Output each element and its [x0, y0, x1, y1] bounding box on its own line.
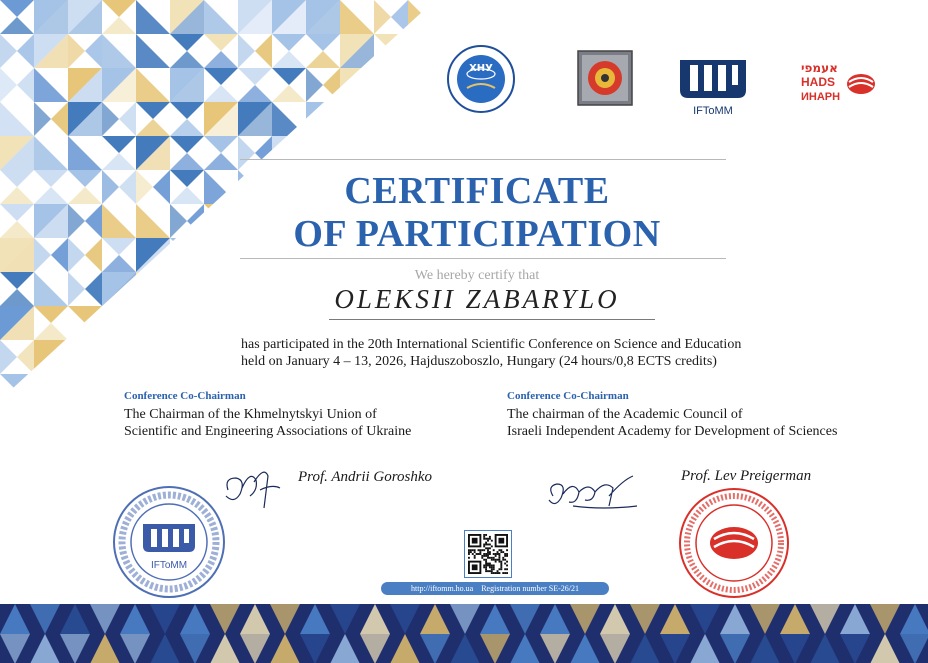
- registration-number: Registration number SE-26/21: [481, 584, 579, 593]
- certificate-title-line2: OF PARTICIPATION: [293, 213, 661, 255]
- hads-cyrillic-text: ИНАРН: [801, 91, 841, 103]
- certify-text: We hereby certify that: [414, 268, 540, 283]
- title-bottom-rule: [240, 258, 726, 259]
- left-signature: [220, 460, 290, 520]
- academy-emblem-logo-icon: [577, 50, 633, 106]
- hads-logo-icon: [799, 60, 879, 104]
- university-logo-text: ХНУ: [469, 63, 493, 74]
- name-underline: [329, 319, 655, 320]
- hads-hebrew-text: אעמפי: [801, 61, 838, 75]
- left-chair-heading: Conference Co-Chairman: [124, 390, 246, 402]
- website-url: http://iftomm.ho.ua: [411, 584, 474, 593]
- hads-logo: [799, 60, 879, 104]
- decorative-bottom-band: [0, 604, 928, 663]
- right-chair-heading: Conference Co-Chairman: [507, 390, 629, 402]
- certificate-title-line1: CERTIFICATE: [344, 170, 610, 212]
- left-signatory-name: Prof. Andrii Goroshko: [298, 469, 433, 485]
- right-chair-line2: Israeli Independent Academy for Development of Sciences: [507, 424, 838, 439]
- registration-bar: [381, 582, 609, 595]
- khnu-university-logo-icon: [443, 44, 519, 114]
- iftomm-ukraine-stamp-icon: [114, 487, 224, 597]
- right-stamp: [676, 487, 792, 599]
- hads-latin-text: HADS: [801, 75, 836, 89]
- left-stamp-text: IFToMM: [150, 560, 188, 571]
- academy-development-stamp-icon: [680, 489, 788, 597]
- right-signature: [543, 466, 643, 526]
- left-chair-line1: The Chairman of the Khmelnytskyi Union of: [124, 407, 377, 422]
- left-stamp: [111, 484, 227, 600]
- participation-text-line1: has participated in the 20th International Scientific Conference on Science and Education: [241, 337, 742, 352]
- participation-text-line2: held on January 4 – 13, 2026, Hajduszoboszlo, Hungary (24 hours/0,8 ECTS credits): [241, 354, 717, 369]
- academy-emblem: [577, 50, 633, 106]
- right-signatory-name: Prof. Lev Preigerman: [681, 468, 812, 484]
- iftomm-logo-icon: [678, 52, 748, 118]
- left-chair-line2: Scientific and Engineering Associations of Ukraine: [124, 424, 412, 439]
- right-chair-line1: The chairman of the Academic Council of: [507, 407, 743, 422]
- title-top-rule: [240, 159, 726, 160]
- iftomm-logo: [678, 52, 748, 118]
- iftomm-logo-text: IFToMM: [693, 105, 733, 117]
- participant-name: OLEKSII ZABARYLO: [334, 284, 620, 314]
- qr-code: [464, 530, 512, 578]
- university-logo: [443, 44, 519, 114]
